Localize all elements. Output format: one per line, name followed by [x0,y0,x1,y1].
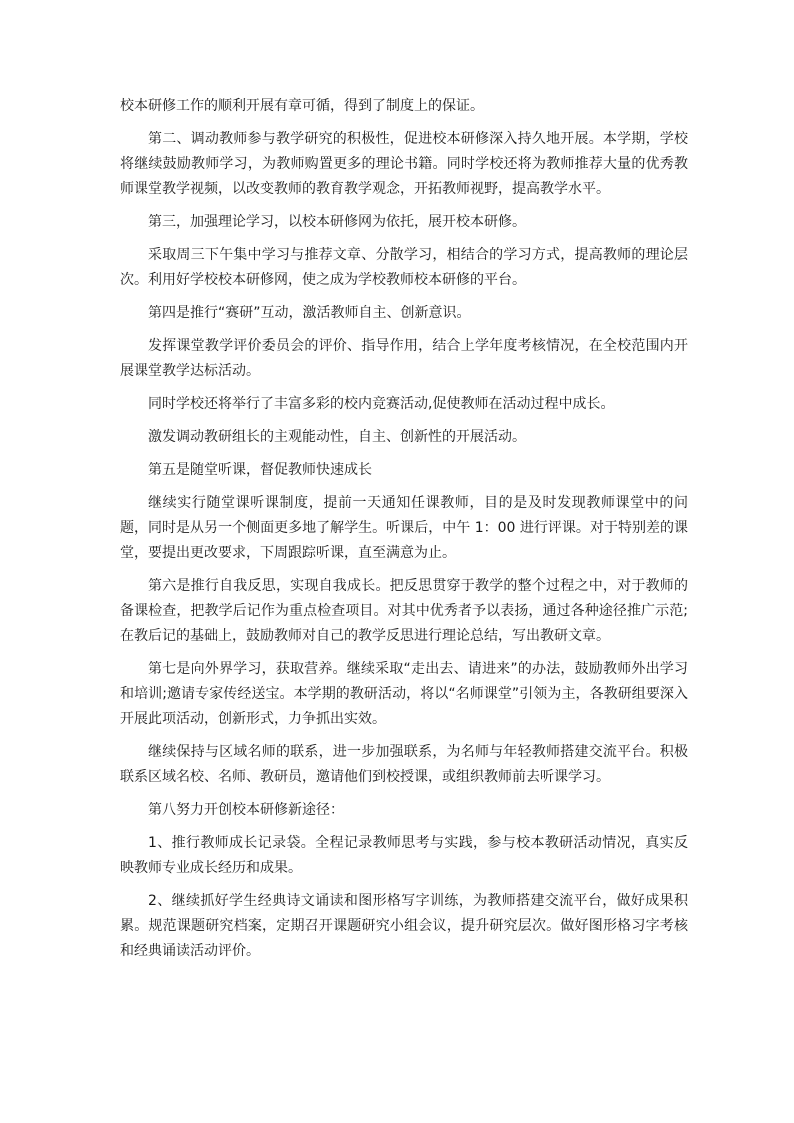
document-body [120,94,688,972]
paragraph: 第三，加强理论学习，以校本研修网为依托，展开校本研修。 [148,214,526,230]
paragraph: 2、继续抓好学生经典诗文诵读和图形格写字训练，为教师搭建交流平台，做好成果积累。规范课题研究档案，定期召开课题研究小组会议，提升研究层次。做好图形格习字考核和经典诵读活动评价。 [120,893,688,959]
paragraph: 第六是推行自我反思，实现自我成长。把反思贯穿于教学的整个过程之中，对于教师的备课检查，把教学后记作为重点检查项目。对其中优秀者予以表扬，通过各种途径推广示范;在教后记的基础上，鼓励教师对自己的教学反思进行理论总结，写出教研文章。 [120,578,688,644]
paragraph: 第五是随堂听课，督促教师快速成长 [148,462,372,478]
paragraph: 第七是向外界学习，获取营养。继续采取“走出去、请进来”的办法，鼓励教师外出学习和培训;邀请专家传经送宝。本学期的教研活动，将以“名师课堂”引领为主，各教研组要深入开展此项活动，创新形式，力争抓出实效。 [120,661,688,727]
paragraph: 激发调动教研组长的主观能动性，自主、创新性的开展活动。 [148,429,526,445]
paragraph: 同时学校还将举行了丰富多彩的校内竞赛活动,促使教师在活动过程中成长。 [148,396,615,412]
paragraph: 采取周三下午集中学习与推荐文章、分散学习，相结合的学习方式，提高教师的理论层次。利用好学校校本研修网，使之成为学校教师校本研修的平台。 [120,247,688,288]
paragraph: 继续实行随堂课听课制度，提前一天通知任课教师，目的是及时发现教师课堂中的问题，同时是从另一个侧面更多地了解学生。听课后，中午 1：00 进行评课。对于特别差的课堂，要提出更改要求，下周跟踪听课，直至满意为止。 [120,495,688,561]
paragraph: 第八努力开创校本研修新途径： [148,802,344,818]
paragraph: 发挥课堂教学评价委员会的评价、指导作用，结合上学年度考核情况，在全校范围内开展课堂教学达标活动。 [120,338,688,379]
paragraph: 第二、调动教师参与教学研究的积极性，促进校本研修深入持久地开展。本学期，学校将继续鼓励教师学习，为教师购置更多的理论书籍。同时学校还将为教师推荐大量的优秀教师课堂教学视频，以改变教师的教育教学观念，开拓教师视野，提高教学水平。 [120,131,688,197]
paragraph: 继续保持与区域名师的联系，进一步加强联系，为名师与年轻教师搭建交流平台。积极联系区域名校、名师、教研员，邀请他们到校授课，或组织教师前去听课学习。 [120,744,688,785]
paragraph: 第四是推行“赛研”互动，激活教师自主、创新意识。 [148,305,471,321]
paragraph: 1、推行教师成长记录袋。全程记录教师思考与实践，参与校本教研活动情况，真实反映教师专业成长经历和成果。 [120,835,688,876]
paragraph: 校本研修工作的顺利开展有章可循，得到了制度上的保证。 [120,98,484,114]
